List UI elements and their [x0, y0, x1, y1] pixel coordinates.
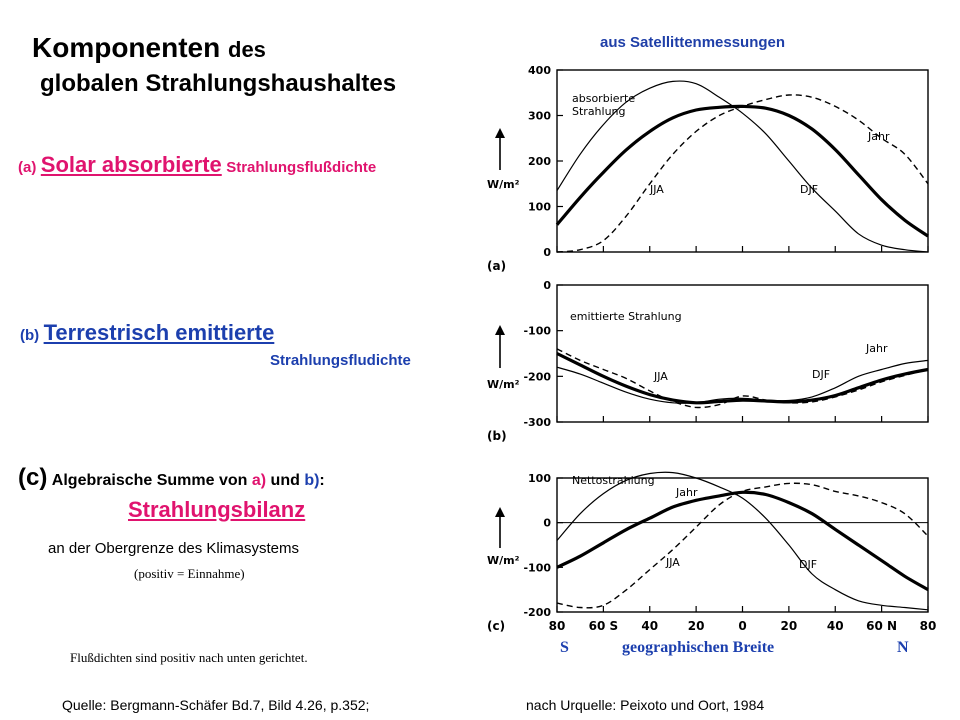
x-tick-label: 80 — [548, 619, 566, 633]
panel-label: (c) — [487, 619, 506, 633]
section-c-mid: und — [266, 472, 305, 489]
title-small: des — [228, 37, 266, 62]
section-c-highlight: Strahlungsbilanz — [128, 497, 306, 522]
y-tick-label: -100 — [523, 561, 551, 575]
y-tick-label: 0 — [543, 516, 551, 530]
y-tick-label: -200 — [523, 606, 551, 619]
series-label-jja: JJA — [666, 556, 680, 569]
panel-annotation: Nettostrahlung — [572, 474, 655, 487]
satellite-note: aus Satellittenmessungen — [600, 34, 786, 51]
y-tick-label: 0 — [543, 246, 551, 259]
series-line-jahr — [557, 492, 928, 589]
section-c-text: Algebraische Summe von — [51, 472, 252, 489]
x-axis-label: geographischen Breite — [622, 639, 775, 656]
series-line-jja — [557, 95, 928, 252]
series-label-djf: DJF — [812, 368, 831, 381]
y-tick-label: 200 — [528, 155, 551, 168]
section-c-colon: : — [319, 472, 325, 489]
section-c-label: (c) — [18, 464, 48, 491]
panel-annotation: absorbierte — [572, 92, 636, 105]
source-left: Quelle: Bergmann-Schäfer Bd.7, Bild 4.26, p.352; — [62, 697, 370, 713]
y-axis-label: W/m² — [487, 554, 520, 567]
panel-annotation: Strahlung — [572, 105, 626, 118]
source-right: nach Urquelle: Peixoto und Oort, 1984 — [526, 697, 765, 713]
series-label-jahr: Jahr — [676, 486, 698, 499]
section-c-b: b) — [304, 472, 320, 489]
y-axis-arrowhead — [495, 325, 505, 335]
panel-label: (a) — [487, 259, 507, 273]
x-tick-label: 80 — [919, 619, 937, 633]
y-tick-label: -200 — [523, 370, 551, 384]
series-label-jja: JJA — [650, 183, 664, 196]
section-a-label: (a) — [18, 159, 37, 176]
y-axis-label: W/m² — [487, 378, 520, 391]
x-tick-label: 60 N — [866, 619, 898, 633]
y-tick-label: -100 — [523, 324, 551, 338]
section-a-rest: Strahlungsflußdichte — [226, 159, 377, 176]
x-tick-label: 20 — [780, 619, 798, 633]
y-tick-label: 300 — [528, 109, 551, 123]
x-tick-label: 40 — [641, 619, 659, 633]
section-c-note: (positiv = Einnahme) — [134, 566, 245, 581]
y-tick-label: 400 — [528, 64, 551, 77]
y-tick-label: 0 — [543, 279, 551, 292]
title-main: Komponenten — [32, 32, 221, 63]
x-axis-south: S — [560, 639, 569, 656]
x-tick-label: 60 S — [588, 619, 619, 633]
section-b-rest: Strahlungsfludichte — [270, 352, 411, 369]
series-label-djf: DJF — [799, 558, 818, 571]
panel-label: (b) — [487, 429, 507, 443]
page-subtitle: globalen Strahlungshaushaltes — [40, 70, 397, 97]
footnote: Flußdichten sind positiv nach unten gerichtet. — [70, 650, 308, 665]
series-label-djf: DJF — [800, 183, 819, 196]
y-tick-label: 100 — [528, 200, 551, 214]
series-label-jahr: Jahr — [868, 130, 890, 143]
section-c-a: a) — [251, 472, 267, 489]
section-b-highlight: Terrestrisch emittierte — [43, 320, 275, 345]
section-c-subtitle: an der Obergrenze des Klimasystems — [48, 540, 299, 557]
y-axis-label: W/m² — [487, 178, 520, 191]
section-a-highlight: Solar absorbierte — [40, 152, 222, 177]
series-label-jja: JJA — [654, 370, 668, 383]
x-axis-north: N — [897, 639, 909, 656]
y-tick-label: 100 — [528, 472, 551, 485]
x-tick-label: 0 — [738, 619, 747, 633]
panel-annotation: emittierte Strahlung — [570, 310, 682, 323]
y-axis-arrowhead — [495, 507, 505, 517]
series-line-jahr — [557, 354, 928, 403]
series-label-jahr: Jahr — [866, 342, 888, 355]
section-b-label: (b) — [20, 327, 40, 344]
y-tick-label: -300 — [523, 416, 551, 429]
series-line-jja — [557, 483, 928, 608]
x-tick-label: 20 — [687, 619, 705, 633]
series-line-jahr — [557, 106, 928, 236]
y-axis-arrowhead — [495, 128, 505, 138]
x-tick-label: 40 — [826, 619, 844, 633]
